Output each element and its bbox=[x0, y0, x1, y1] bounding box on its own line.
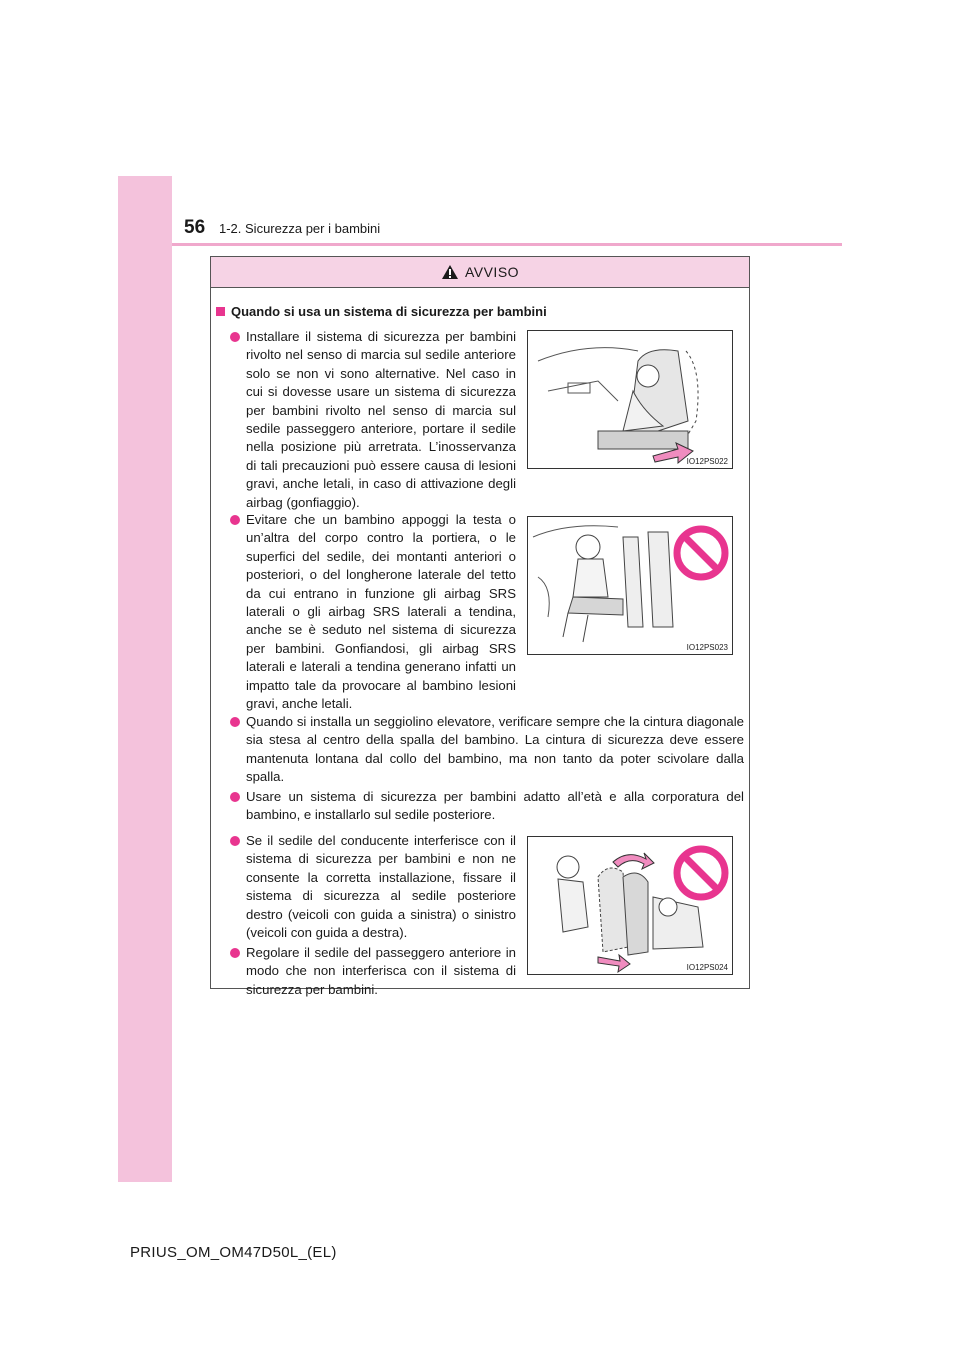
list-item-text: Regolare il sedile del passeggero anteriore in modo che non interferisca con il sistema di sicurezza per bambini. bbox=[246, 945, 516, 997]
driver-seat-interference-illustration bbox=[528, 837, 732, 974]
warning-header bbox=[211, 257, 749, 288]
figure-front-seat-child-restraint bbox=[527, 330, 733, 469]
list-item bbox=[230, 713, 744, 787]
warning-title: AVVISO bbox=[464, 264, 520, 280]
bullet-icon bbox=[230, 717, 240, 727]
figure-driver-seat-interference bbox=[527, 836, 733, 975]
square-bullet-icon bbox=[216, 307, 225, 316]
bullet-icon bbox=[230, 332, 240, 342]
list-item-text: Installare il sistema di sicurezza per bambini rivolto nel senso di marcia sul sedile anteriore solo se non vi sono alternative. Nel caso in cui si dovesse usare un sistema di sicurezza per bambini rivolto nel senso di marcia sul sedile passeggero anteriore, portare il sedile nella posizione più arretrata. L’inosservanza di tali precauzioni può essere causa di lesioni gravi, anche letali, in caso di attivazione degli airbag (gonfiaggio). bbox=[246, 329, 516, 510]
figure-code: IO12PS022 bbox=[686, 457, 728, 466]
list-item-text: Quando si installa un seggiolino elevatore, verificare sempre che la cintura diagonale sia stesa al centro della spalla del bambino. La cintura di sicurezza deve essere mantenuta lontana dal collo del bambino, ma non tanto da poter scivolare dalla spalla. bbox=[246, 714, 744, 785]
list-item bbox=[230, 788, 744, 825]
warning-triangle-icon bbox=[441, 264, 459, 280]
list-item-text: Usare un sistema di sicurezza per bambini adatto all’età e alla corporatura del bambino, e installarlo sul sedile posteriore. bbox=[246, 789, 744, 823]
bullet-icon bbox=[230, 515, 240, 525]
header-rule bbox=[172, 243, 842, 246]
list-item-text: Evitare che un bambino appoggi la testa o un’altra del corpo contro la portiera, o le superfici del sedile, dei montanti anteriori o posteriori, o del longherone laterale del tetto da cui entrano in funzione gli airbag SRS laterali o gli airbag SRS laterali a tendina, anche se è seduto nel sistema di sicurezza per bambini. Gonfiandosi, gli airbag SRS laterali e laterali a tendina generano infatti un impatto tale da provocare al bambino lesioni gravi, anche letali. bbox=[246, 512, 516, 712]
section-title: 1-2. Sicurezza per i bambini bbox=[219, 221, 381, 236]
child-booster-seat-illustration bbox=[528, 517, 732, 654]
list-item-text: Se il sedile del conducente interferisce con il sistema di sicurezza per bambini e non ne consente la corretta installazione, fissare il sistema di sicurezza al sedile posteriore destro (veicoli con guida a sinistra) o sinistro (veicoli con guida a destra). bbox=[246, 833, 516, 941]
document-code: PRIUS_OM_OM47D50L_(EL) bbox=[130, 1244, 337, 1261]
warning-heading-text: Quando si usa un sistema di sicurezza per bambini bbox=[231, 304, 547, 319]
child-seat-front-illustration bbox=[528, 331, 732, 468]
list-item bbox=[230, 944, 516, 999]
bullet-icon bbox=[230, 948, 240, 958]
figure-code: IO12PS024 bbox=[686, 963, 728, 972]
list-item bbox=[230, 511, 516, 713]
figure-code: IO12PS023 bbox=[686, 643, 728, 652]
list-item bbox=[230, 328, 516, 512]
side-tab-band bbox=[118, 176, 172, 1182]
bullet-icon bbox=[230, 836, 240, 846]
page-number: 56 bbox=[184, 217, 206, 238]
figure-child-head-against-door bbox=[527, 516, 733, 655]
warning-subheading bbox=[216, 304, 547, 319]
bullet-icon bbox=[230, 792, 240, 802]
list-item bbox=[230, 832, 516, 942]
warning-box bbox=[210, 256, 750, 997]
